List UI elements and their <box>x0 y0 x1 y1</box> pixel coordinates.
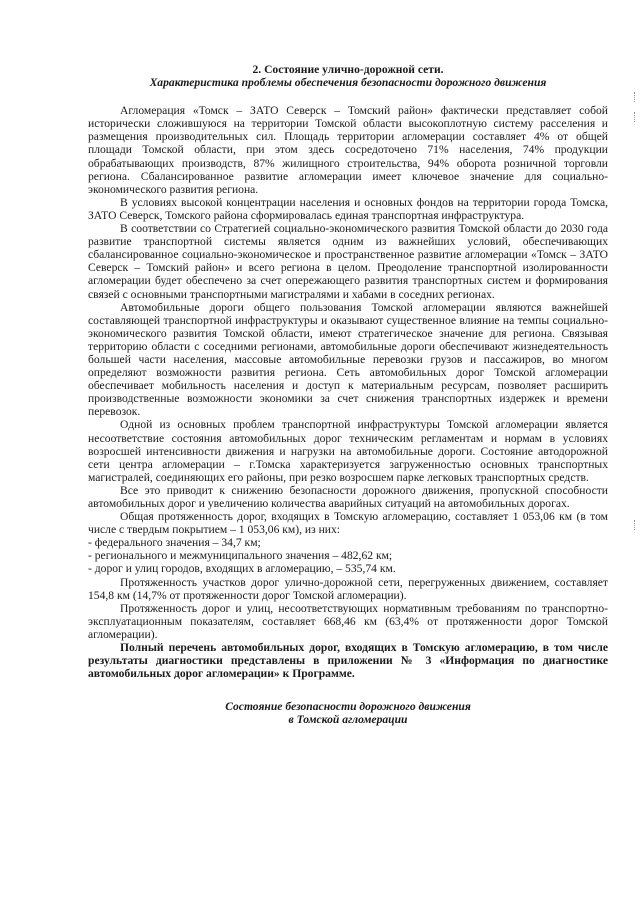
document-body <box>88 63 608 727</box>
paragraph: Агломерация «Томск – ЗАТО Северск – Томский район» фактически представляет собой исторически сложившуюся на территории Томской области высокоплотную систему расселения и размещения производительных сил. Площадь территории агломерации составляет 4% от общей площади Томской области, при этом здесь сосредоточено 71% населения, 74% продукции обрабатывающих производств, 87% жилищного строительства, 94% оборота розничной торговли региона. Сбалансированное развитие агломерации имеет ключевое значение для социально-экономического развития региона. <box>88 104 608 196</box>
bold-paragraph: Полный перечень автомобильных дорог, входящих в Томскую агломерацию, в том числе результаты диагностики представлены в приложении № 3 «Информация по диагностике автомобильных дорог агломерации» к Программе. <box>88 641 608 681</box>
paragraph: Протяженность дорог и улиц, несоответствующих нормативным требованиям по транспортно-эксплуатационным показателям, составляет 668,46 км (63,4% от протяженности дорог Томской агломерации). <box>88 601 608 641</box>
paragraph: В условиях высокой концентрации населения и основных фондов на территории города Томска, ЗАТО Северск, Томского района сформировалась единая транспортная инфраструктура. <box>88 195 608 222</box>
scan-edge-mark <box>634 520 637 530</box>
list-item: - дорог и улиц городов, входящих в агломерацию, – 535,74 км. <box>88 562 396 576</box>
paragraph: Все это приводит к снижению безопасности дорожного движения, пропускной способности автомобильных дорог и увеличению количества аварийных ситуаций на автомобильных дорогах. <box>88 483 608 510</box>
section-heading-line1: 2. Состояние улично-дорожной сети. <box>252 63 444 76</box>
section-heading <box>88 63 608 89</box>
paragraph: Общая протяженность дорог, входящих в Томскую агломерацию, составляет 1 053,06 км (в том числе с твердым покрытием – 1 053,06 км), из них: <box>88 510 608 537</box>
paragraph: Протяженность участков дорог улично-дорожной сети, перегруженных движением, составляет 154,8 км (14,7% от протяженности дорог Томской агломерации). <box>88 575 608 602</box>
paragraph: Автомобильные дороги общего пользования Томской агломерации являются важнейшей составляющей транспортной инфраструктуры и оказывают существенное влияние на темпы социально-экономического развития Томской области, имеют стратегическое значение для региона. Связывая территорию области с соседними регионами, автомобильные дороги обеспечивают жизнедеятельность большей части населения, массовые автомобильные перевозки грузов и пассажиров, во многом определяют возможности развития региона. Сеть автомобильных дорог Томской агломерации обеспечивает мобильность населения и доступ к материальным ресурсам, позволяет расширить производственные возможности экономики за счет снижения транспортных издержек и времени перевозок. <box>88 300 608 419</box>
subsection-heading-line2: в Томской агломерации <box>288 713 408 727</box>
subsection-heading <box>88 700 608 726</box>
paragraph: Одной из основных проблем транспортной инфраструктуры Томской агломерации является несоответствие состояния автомобильных дорог техническим регламентам и нормам в условиях возросшей интенсивности движения и нагрузки на автомобильные дороги. Состояние автодорожной сети центра агломерации – г.Томска характеризуется загруженностью основных транспортных магистралей, соединяющих его районы, при резко возросшем парке легковых транспортных средств. <box>88 418 608 484</box>
list-item: - федерального значения – 34,7 км; <box>88 536 261 550</box>
scan-edge-mark <box>634 112 637 122</box>
list-item: - регионального и межмуниципального значения – 482,62 км; <box>88 549 393 563</box>
paragraph: В соответствии со Стратегией социально-экономического развития Томской области до 2030 года развитие транспортной системы является одним из важнейших условий, обеспечивающих сбалансированное социально-экономическое и пространственное развитие агломерации «Томск – ЗАТО Северск – Томский район» и всего региона в целом. Преодоление транспортной изолированности агломерации будет обеспечено за счет опережающего развития транспортных систем и формирования связей с основными транспортными магистралями и хабами в соседних регионах. <box>88 222 608 301</box>
scan-edge-mark <box>634 92 637 102</box>
subsection-heading-line1: Состояние безопасности дорожного движения <box>225 700 471 714</box>
section-heading-line2: Характеристика проблемы обеспечения безопасности дорожного движения <box>149 76 547 90</box>
